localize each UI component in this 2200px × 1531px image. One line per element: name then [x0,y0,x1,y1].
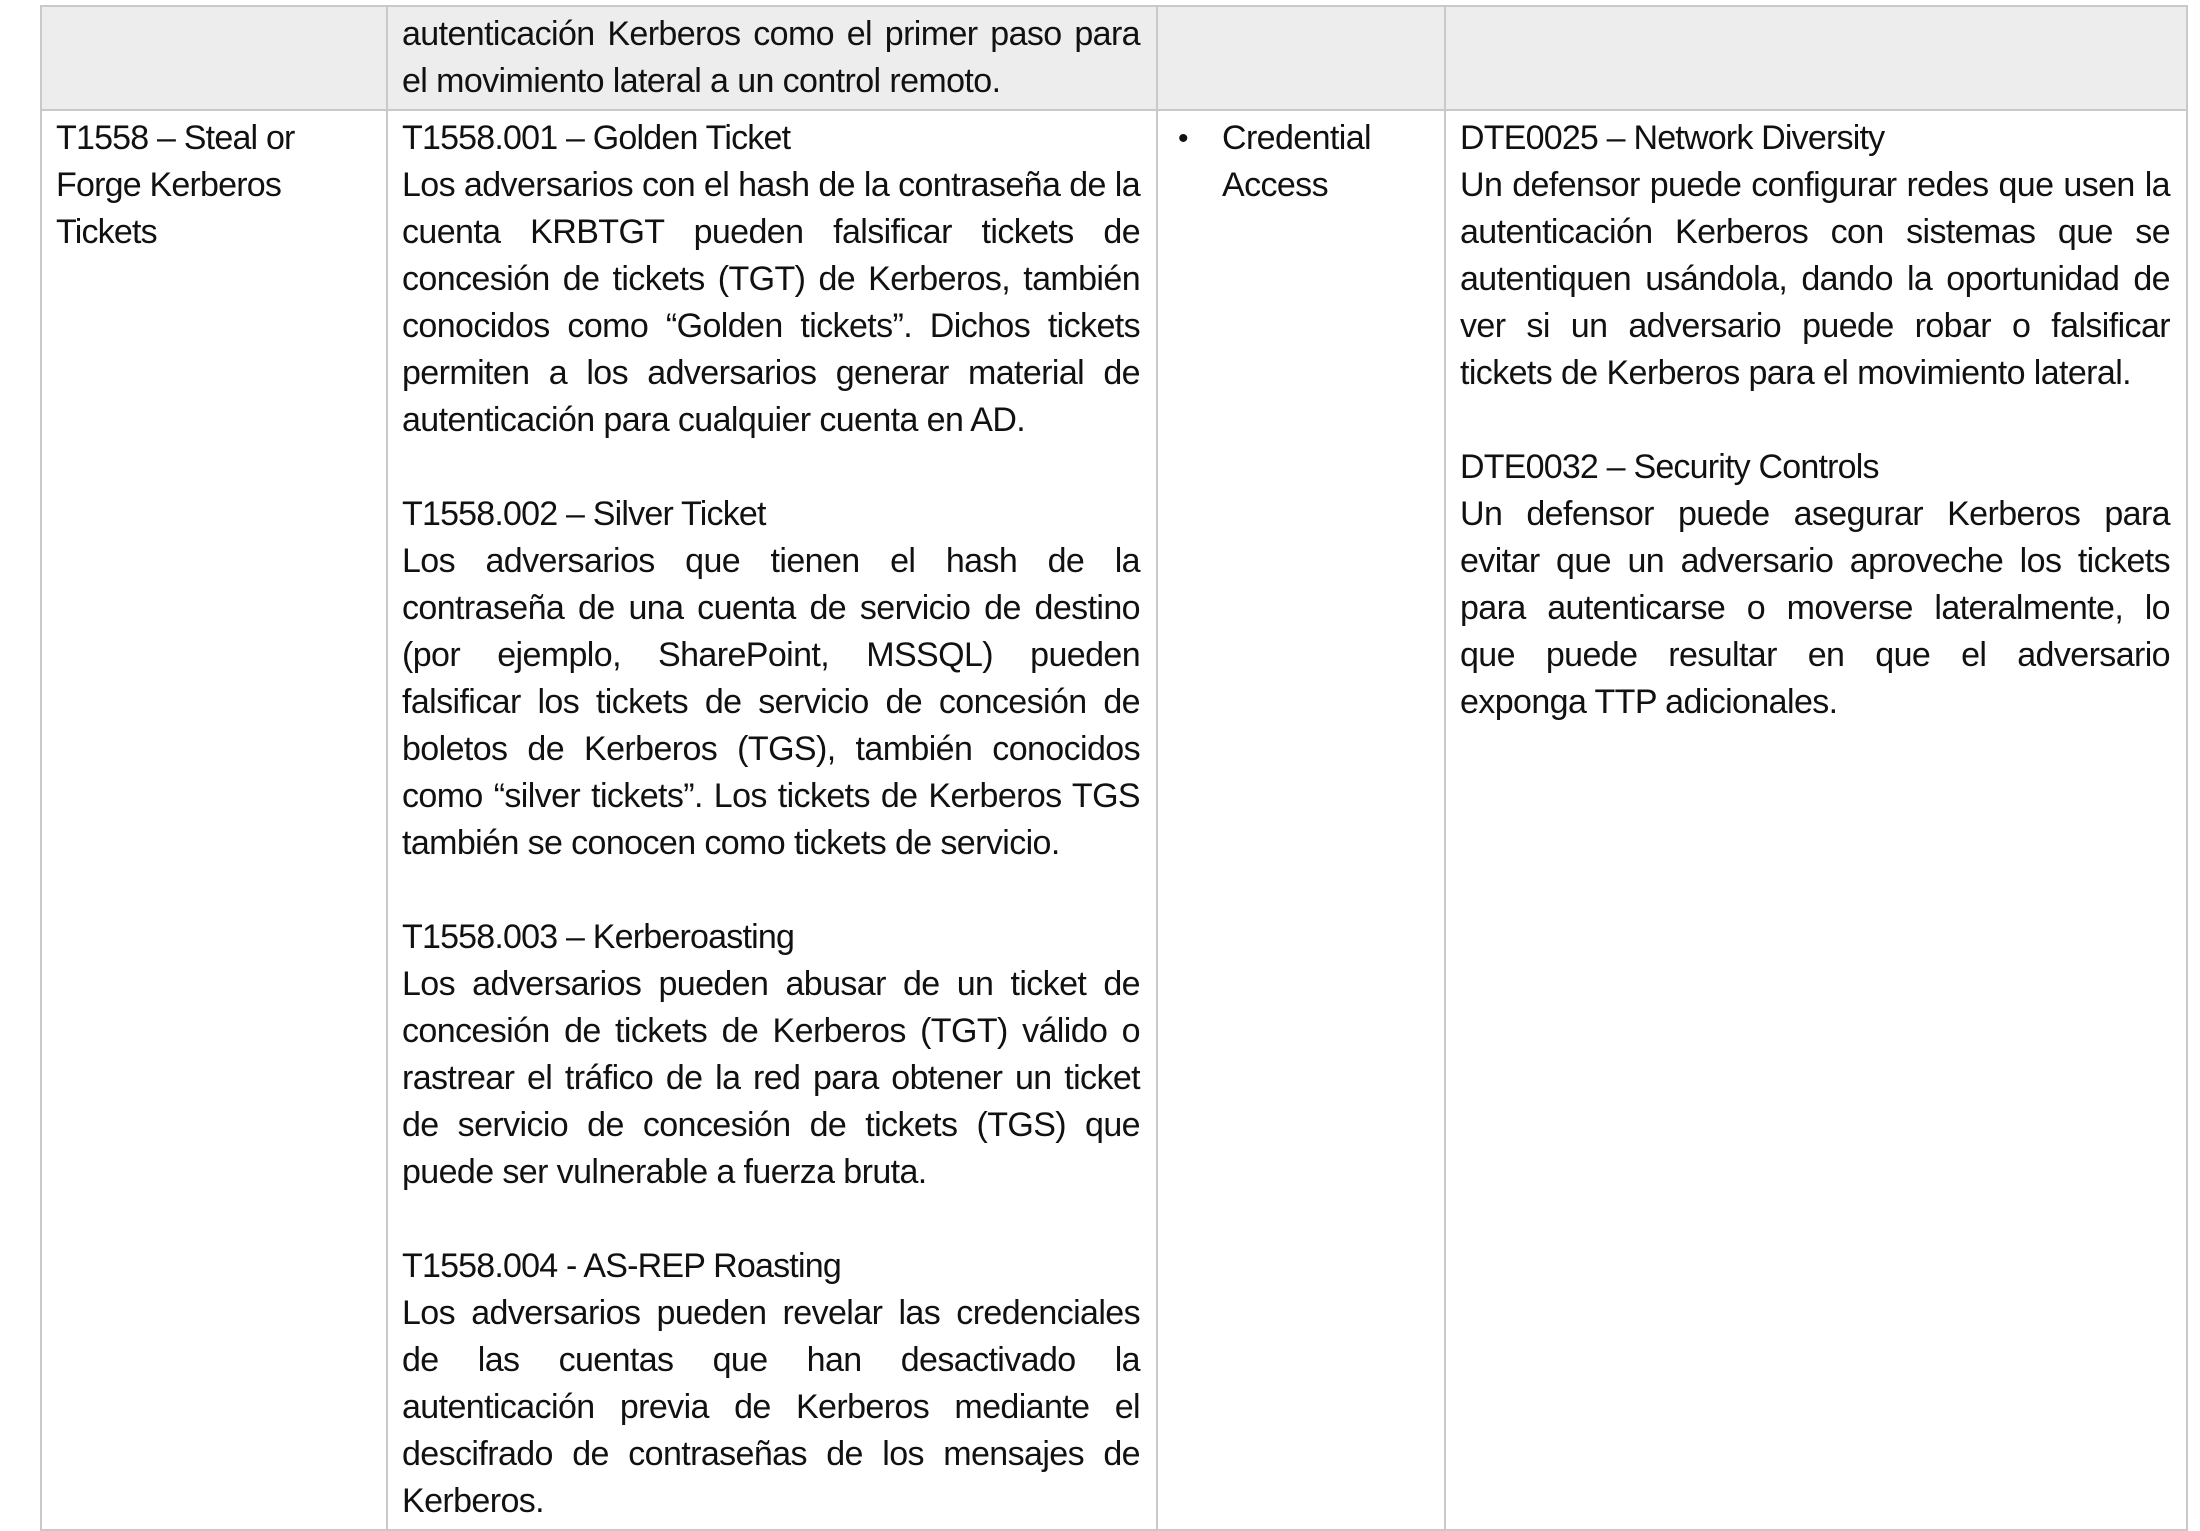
table-row [41,110,2187,1530]
subtechnique-description: Los adversarios pueden abusar de un ticket de concesión de tickets de Kerberos (TGT) válido o rastrear el tráfico de la red para obtener un ticket de servicio de concesión de tickets (TGS) que puede ser vulnerable a fuerza bruta. [402,965,1140,1191]
attack-mapping-table [40,5,2188,1531]
subtechnique-cell-continued [387,6,1157,110]
list-item [1172,115,1428,209]
spacer [402,444,1140,491]
tactics-cell [1157,110,1445,1530]
engagements-cell [1445,110,2187,1530]
engagement-block [1460,444,2170,726]
tactic-label: Credential Access [1222,119,1371,204]
subtechnique-description: Los adversarios con el hash de la contraseña de la cuenta KRBTGT pueden falsificar tickets de concesión de tickets (TGT) de Kerberos, también conocidos como “Golden tickets”. Dichos tickets permiten a los adversarios generar material de autenticación para cualquier cuenta en AD. [402,166,1140,439]
engagement-title: DTE0032 – Security Controls [1460,448,1879,486]
subtechnique-title: T1558.003 – Kerberoasting [402,918,795,956]
bullet-icon: • [1178,122,1188,155]
subtechnique-block [402,914,1140,1196]
technique-cell-empty [41,6,387,110]
engagement-title: DTE0025 – Network Diversity [1460,119,1885,157]
subtechnique-block [402,491,1140,867]
subtechnique-description: Los adversarios que tienen el hash de la contraseña de una cuenta de servicio de destino (por ejemplo, SharePoint, MSSQL) pueden falsificar los tickets de servicio de concesión de boletos de Kerberos (TGS), también conocidos como “silver tickets”. Los tickets de Kerberos TGS también se conocen como tickets de servicio. [402,542,1140,862]
subtechnique-title: T1558.004 - AS-REP Roasting [402,1247,841,1285]
spacer [402,1196,1140,1243]
description-continued: autenticación Kerberos como el primer paso para el movimiento lateral a un control remoto. [402,15,1140,100]
tactics-list [1172,115,1428,209]
subtechnique-title: T1558.001 – Golden Ticket [402,119,791,157]
engagement-cell-empty [1445,6,2187,110]
engagement-block [1460,115,2170,397]
subtechnique-block [402,115,1140,444]
subtechniques-cell [387,110,1157,1530]
subtechnique-block [402,1243,1140,1525]
technique-cell [41,110,387,1530]
subtechnique-title: T1558.002 – Silver Ticket [402,495,766,533]
spacer [402,867,1140,914]
engagement-description: Un defensor puede asegurar Kerberos para evitar que un adversario aproveche los tickets para autenticarse o moverse lateralmente, lo que puede resultar en que el adversario exponga TTP adicionales. [1460,495,2170,721]
table-row-continued [41,6,2187,110]
subtechnique-description: Los adversarios pueden revelar las credenciales de las cuentas que han desactivado la autenticación previa de Kerberos mediante el descifrado de contraseñas de los mensajes de Kerberos. [402,1294,1140,1520]
spacer [1460,397,2170,444]
technique-name: T1558 – Steal or Forge Kerberos Tickets [56,119,295,251]
engagement-description: Un defensor puede configurar redes que usen la autenticación Kerberos con sistemas que se autentiquen usándola, dando la oportunidad de ver si un adversario puede robar o falsificar tickets de Kerberos para el movimiento lateral. [1460,166,2170,392]
tactic-cell-empty [1157,6,1445,110]
